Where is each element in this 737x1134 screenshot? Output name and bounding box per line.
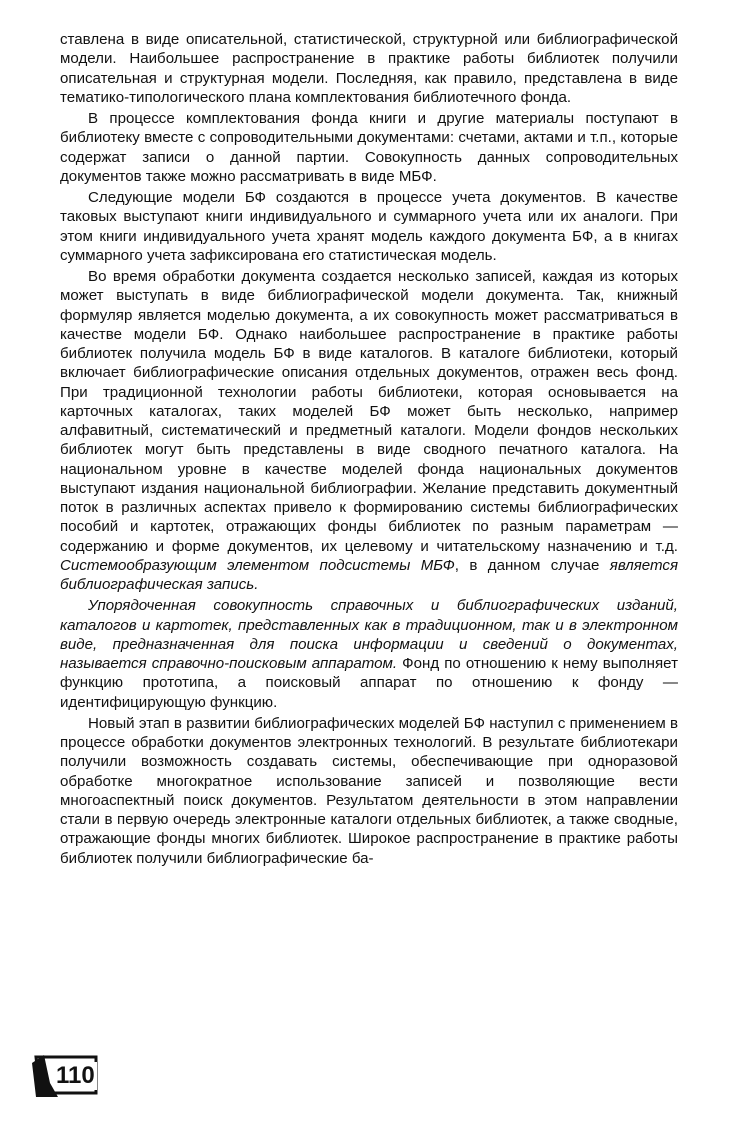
definition-text: Упорядоченная совокупность справочных и библиографических изданий, каталогов и картотек, представленных как в традиционном, так и в электронном виде, предназначенная для поиска информации и сведений о документах, называется справочно-поисковым аппаратом. [60,597,678,672]
paragraph-text: Фонд по отношению к нему выполняет функцию прототипа, а поисковый аппарат по отношению к фонду — идентифицирующую функцию. [60,655,678,711]
page-number: 110 [56,1062,95,1089]
paragraph-4 [60,267,678,594]
paragraph-6 [60,714,678,868]
paragraph-text: , в данном случае [454,556,610,574]
paragraph-2 [60,109,678,186]
paragraph-3 [60,188,678,265]
italic-term: является библиографическая запись. [60,556,679,593]
paragraph-1 [60,30,678,107]
text-body [60,30,678,868]
paragraph-text: В процессе комплектования фонда книги и другие материалы поступают в библиотеку вместе с сопроводительными документами: счетами, актами и т.п., которые содержат записи о данной партии. Совокупность данных сопроводительных документов также можно рассматривать в виде МБФ. [60,110,678,185]
paragraph-text: Новый этап в развитии библиографических моделей БФ наступил с применением в процессе обработки документов электронных технологий. В результате библиотекари получили возможность создавать системы, обеспечивающие при одноразовой обработке многократное использование записей и позволяющие вести многоаспектный поиск документов. Результатом деятельности в этом направлении стали в первую очередь электронные каталоги отдельных библиотек, а также сводные, отражающие фонды многих библиотек. Широкое распространение в практике работы библиотек получили библиографические ба- [60,714,678,867]
paragraph-text: Следующие модели БФ создаются в процессе учета документов. В качестве таковых выступают книги индивидуального и суммарного учета или их аналоги. При этом книги индивидуального учета хранят модель каждого документа БФ, а в книгах суммарного учета зафиксирована его статистическая модель. [60,189,678,264]
paragraph-text: ставлена в виде описательной, статистической, структурной или библиографической модели. Наибольшее распространение в практике работы библиотек получили описательная и структурная модели. Последняя, как правило, представлена в виде тематико-типологического плана комплектования библиотечного фонда. [60,31,678,106]
italic-term: Системообразующим элементом подсистемы МБФ [60,556,455,574]
paragraph-text: Во время обработки документа создается несколько записей, каждая из которых может выступать в виде библиографической модели документа. Так, книжный формуляр является моделью документа, а их совокупность может рассматриваться в качестве модели БФ. Однако наибольшее распространение в практике работы библиотек получила модель БФ в виде каталогов. В каталоге библиотеки, который включает библиографические описания отдельных документов, отражен весь фонд. При традиционной технологии работы библиотеки, которая основывается на карточных каталогах, таких моделей БФ может быть несколько, например алфавитный, систематический и предметный каталоги. Модели фондов нескольких библиотек могут быть представлены в виде сводного печатного каталога. На национальном уровне в качестве моделей фонда национальных документов выступают издания национальной библиографии. Желание представить документный поток в различных аспектах привело к формированию системы библиографических пособий и картотек, отражающих фонды библиотек по разным параметрам — содержанию и форме документов, их целевому и читательскому назначению и т.д. [60,268,678,555]
paragraph-5 [60,596,678,712]
page-number-box [30,1053,102,1101]
